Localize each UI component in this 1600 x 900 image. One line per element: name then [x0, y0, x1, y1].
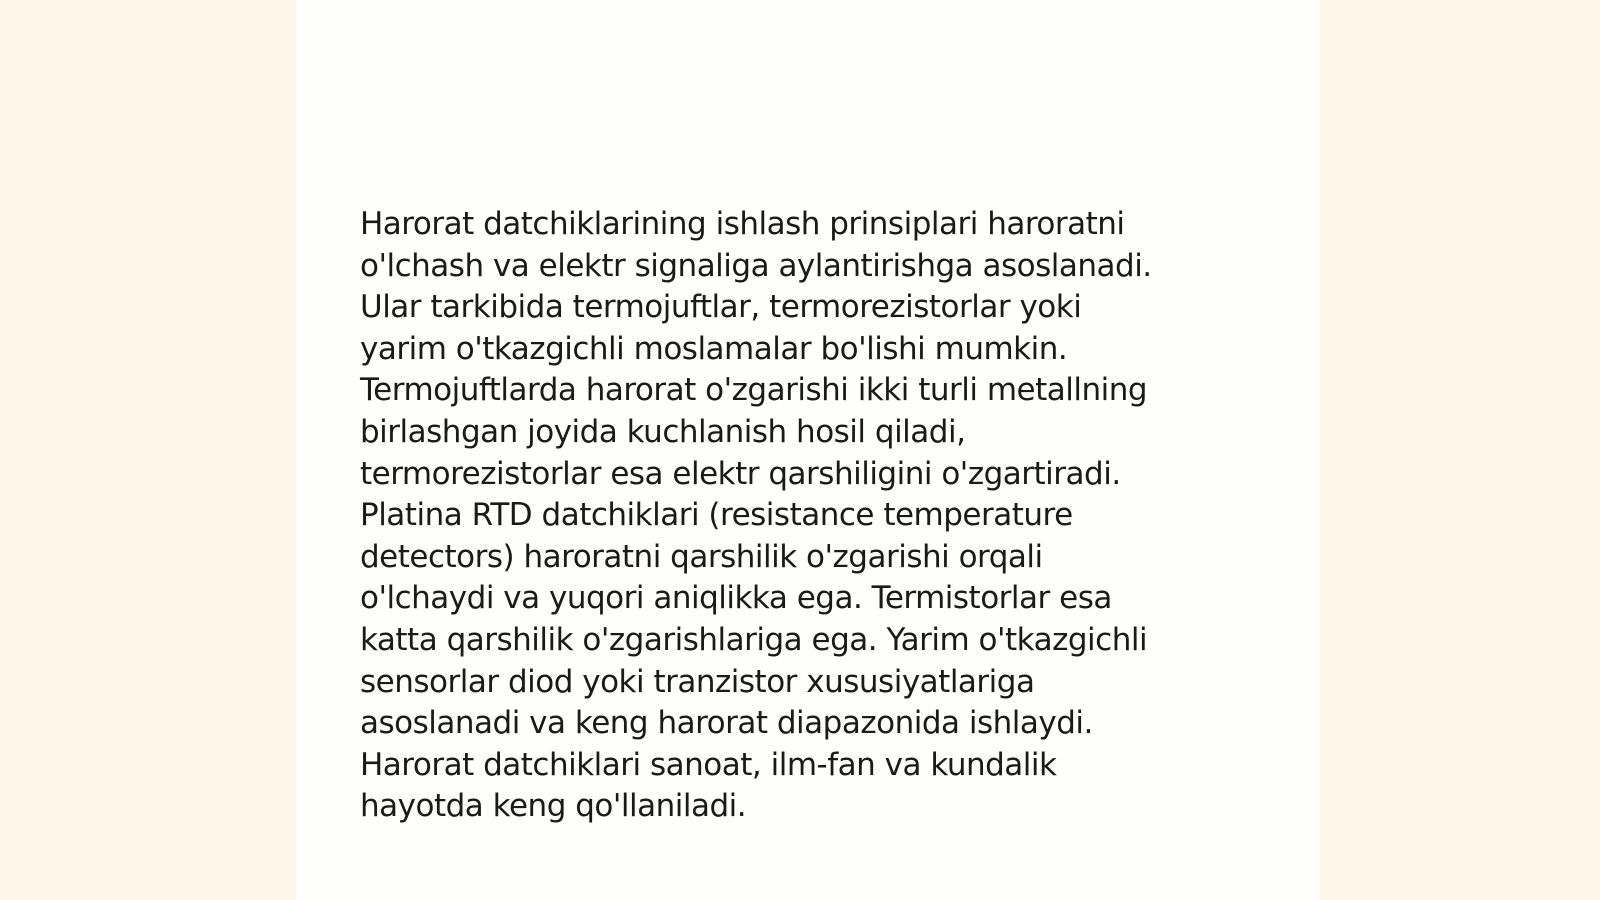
paragraph-line: Harorat datchiklari sanoat, ilm-fan va kundalik	[360, 746, 1057, 783]
paragraph-line: Termojuftlarda harorat o'zgarishi ikki turli metallning	[360, 372, 1148, 409]
paragraph-line: katta qarshilik o'zgarishlariga ega. Yarim o'tkazgichli	[360, 621, 1148, 658]
paragraph-line: yarim o'tkazgichli moslamalar bo'lishi mumkin.	[360, 330, 1068, 367]
body-paragraph	[360, 204, 1240, 828]
paragraph-line: o'lchaydi va yuqori aniqlikka ega. Termistorlar esa	[360, 580, 1112, 617]
paragraph-line: asoslanadi va keng harorat diapazonida ishlaydi.	[360, 705, 1093, 742]
paragraph-line: Ular tarkibida termojuftlar, termorezistorlar yoki	[360, 289, 1082, 326]
document-page	[296, 0, 1320, 900]
paragraph-line: sensorlar diod yoki tranzistor xususiyatlariga	[360, 663, 1035, 700]
paragraph-line: o'lchash va elektr signaliga aylantirishga asoslanadi.	[360, 247, 1152, 284]
paragraph-line: birlashgan joyida kuchlanish hosil qiladi,	[360, 413, 966, 450]
paragraph-line: detectors) haroratni qarshilik o'zgarishi orqali	[360, 538, 1043, 575]
paragraph-line: termorezistorlar esa elektr qarshiligini o'zgartiradi.	[360, 455, 1121, 492]
paragraph-line: Platina RTD datchiklari (resistance temperature	[360, 497, 1073, 534]
paragraph-line: Harorat datchiklarining ishlash prinsiplari haroratni	[360, 206, 1125, 242]
paragraph-line: hayotda keng qo'llaniladi.	[360, 788, 747, 825]
